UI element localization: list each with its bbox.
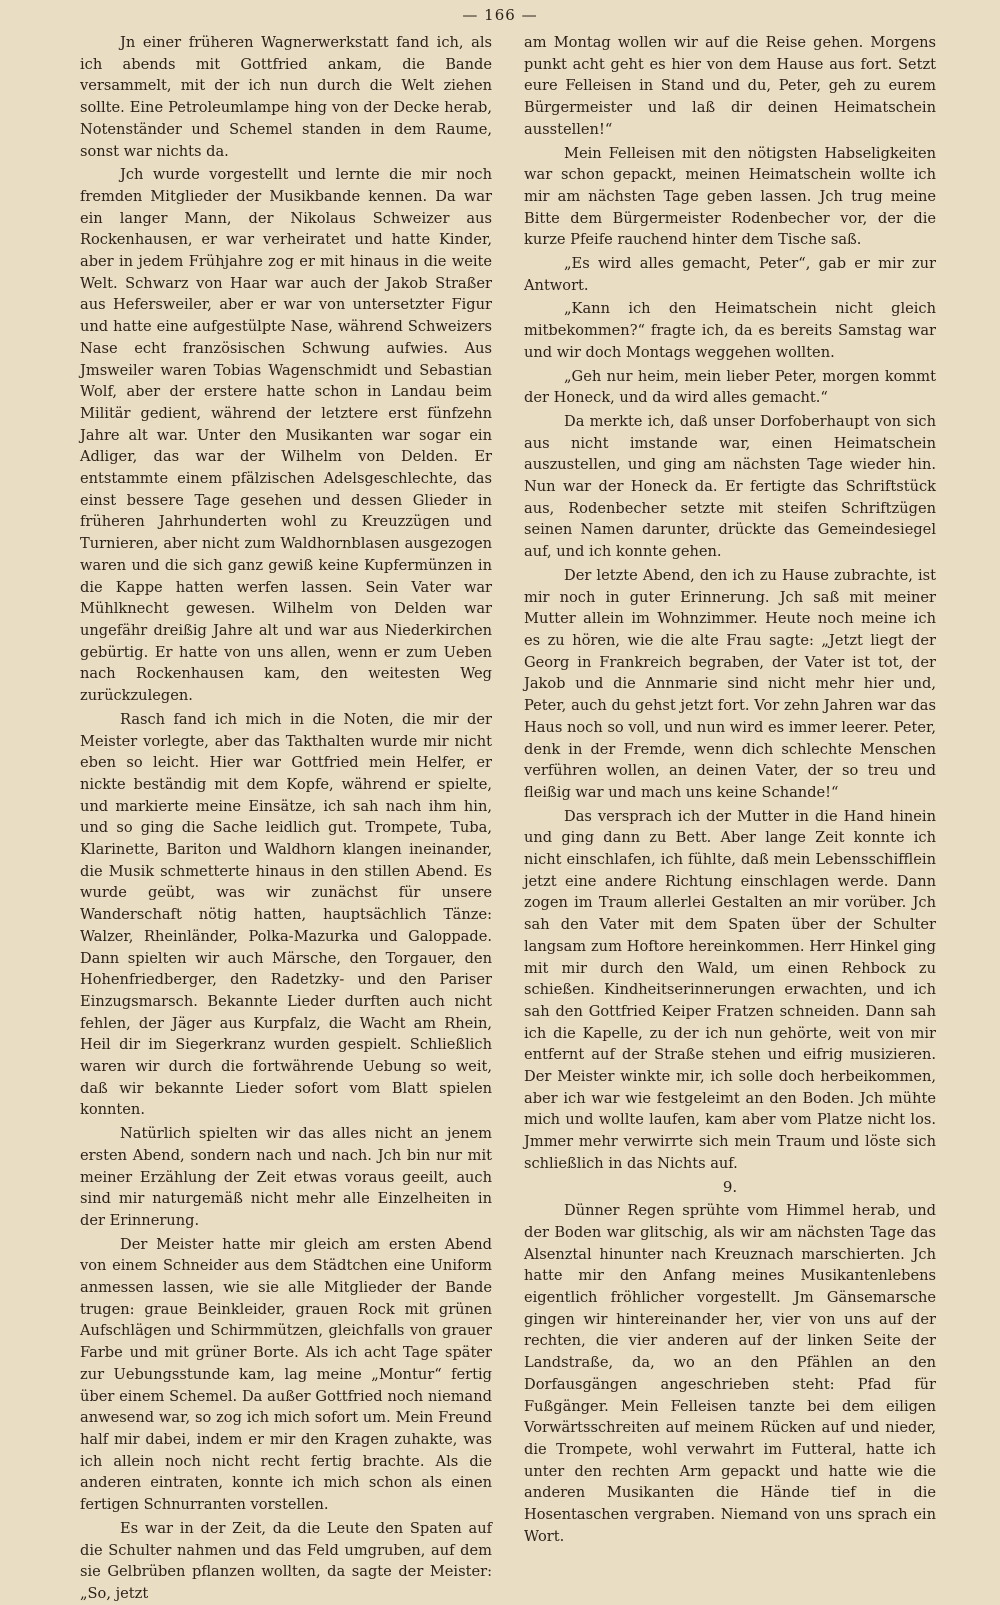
left-column (80, 32, 492, 1605)
paragraph: Jch wurde vorgestellt und lernte die mir noch fremden Mitglieder der Musikbande kennen. Da war ein langer Mann, der Nikolaus Schweizer aus Rockenhausen, er war verheiratet und hatte Kinder, aber in jedem Frühjahre zog er mit hinaus in die weite Welt. Schwarz von Haar war auch der Jakob Straßer aus Hefersweiler, aber er war von untersetzter Figur und hatte eine aufgestülpte Nase, während Schweizers Nase echt französischen Schwung aufwies. Aus Jmsweiler waren Tobias Wagenschmidt und Sebastian Wolf, aber der erstere hatte schon in Landau beim Militär gedient, während der letztere erst fünfzehn Jahre alt war. Unter den Musikanten war sogar ein Adliger, das war der Wilhelm von Delden. Er entstammte einem pfälzischen Adelsgeschlechte, das einst bessere Tage gesehen und dessen Glieder in früheren Jahrhunderten wohl zu Kreuzzügen und Turnieren, aber nicht zum Waldhornblasen ausgezogen waren und die sich ganz gewiß keine Kupfermünzen in die Kappe hatten werfen lassen. Sein Vater war Mühlknecht gewesen. Wilhelm von Delden war ungefähr dreißig Jahre alt und war aus Niederkirchen gebürtig. Er hatte von uns allen, wenn er zum Ueben nach Rockenhausen kam, den weitesten Weg zurückzulegen. (80, 166, 492, 705)
section-number: 9. (722, 1177, 738, 1196)
paragraph: Das versprach ich der Mutter in die Hand hinein und ging dann zu Bett. Aber lange Zeit konnte ich nicht einschlafen, ich fühlte, daß mein Lebensschifflein jetzt eine andere Richtung einschlagen werde. Dann zogen im Traum allerlei Gestalten an mir vorüber. Jch sah den Vater mit dem Spaten über der Schulter langsam zum Hoftore hereinkommen. Herr Hinkel ging mit mir durch den Wald, um einen Rehbock zu schießen. Kindheitserinnerungen erwachten, und ich sah den Gottfried Keiper Fratzen schneiden. Dann sah ich die Kapelle, zu der ich nun gehörte, weit von mir entfernt auf der Straße stehen und eifrig musizieren. Der Meister winkte mir, ich solle doch herbeikommen, aber ich war wie festgeleimt an den Boden. Jch mühte mich und wollte laufen, kam aber vom Platze nicht los. Jmmer mehr verwirrte sich mein Traum und löste sich schließlich in das Nichts auf. (524, 807, 936, 1172)
paragraph: „Es wird alles gemacht, Peter“, gab er mir zur Antwort. (524, 255, 936, 294)
paragraph: Der Meister hatte mir gleich am ersten Abend von einem Schneider aus dem Städtchen eine Uniform anmessen lassen, wie sie alle Mitglieder der Bande trugen: graue Beinkleider, grauen Rock mit grünen Aufschlägen und Schirmmützen, gleichfalls von grauer Farbe und mit grüner Borte. Als ich acht Tage später zur Uebungsstunde kam, lag meine „Montur“ fertig über einem Schemel. Da außer Gottfried noch niemand anwesend war, so zog ich mich sofort um. Mein Freund half mir dabei, indem er mir den Kragen zuhakte, was ich allein noch nicht recht fertig brachte. Als die anderen eintraten, konnte ich mich schon als einen fertigen Schnurranten vorstellen. (80, 1235, 492, 1514)
paragraph: Mein Felleisen mit den nötigsten Habseligkeiten war schon gepackt, meinen Heimatschein wollte ich mir am nächsten Tage geben lassen. Jch trug meine Bitte dem Bürgermeister Rodenbecher vor, der die kurze Pfeife rauchend hinter dem Tische saß. (524, 144, 936, 249)
paragraph: „Geh nur heim, mein lieber Peter, morgen kommt der Honeck, und da wird alles gemacht.“ (524, 367, 936, 407)
paragraph: „Kann ich den Heimatschein nicht gleich mitbekommen?“ fragte ich, da es bereits Samstag war und wir doch Montags weggehen wollten. (524, 300, 936, 361)
paragraph-continued: am Montag wollen wir auf die Reise gehen. Morgens punkt acht geht es hier von dem Hause aus fort. Setzt eure Felleisen in Stand und du, Peter, geh zu eurem Bürgermeister und laß dir deinen Heimatschein ausstellen!“ (524, 34, 936, 138)
paragraph: Natürlich spielten wir das alles nicht an jenem ersten Abend, sondern nach und nach. Jch bin nur mit meiner Erzählung der Zeit etwas voraus geeilt, auch sind mir naturgemäß nicht mehr alle Einzelheiten in der Erinnerung. (80, 1125, 492, 1229)
paragraph: Es war in der Zeit, da die Leute den Spaten auf die Schulter nahmen und das Feld umgruben, auf dem sie Gelbrüben pflanzen wollten, da sagte der Meister: „So, jetzt (80, 1519, 492, 1602)
paragraph: Jn einer früheren Wagnerwerkstatt fand ich, als ich abends mit Gottfried ankam, die Bande versammelt, mit der ich nun durch die Welt ziehen sollte. Eine Petroleumlampe hing von der Decke herab, Notenständer und Schemel standen in dem Raume, sonst war nichts da. (80, 34, 492, 160)
paragraph: Dünner Regen sprühte vom Himmel herab, und der Boden war glitschig, als wir am nächsten Tage das Alsenztal hinunter nach Kreuznach marschierten. Jch hatte mir den Anfang meines Musikantenlebens eigentlich fröhlicher vorgestellt. Jm Gänsemarsche gingen wir hintereinander her, vier von uns auf der rechten, die vier anderen auf der linken Seite der Landstraße, da, wo an den Pfählen an den Dorfausgängen angeschrieben steht: Pfad für Fußgänger. Mein Felleisen tanzte bei dem eiligen Vorwärtsschreiten auf meinem Rücken auf und nieder, die Trompete, wohl verwahrt im Futteral, hatte ich unter den rechten Arm gepackt und hatte wie die anderen Musikanten die Hände tief in die Hosentaschen vergraben. Niemand von uns sprach ein Wort. (524, 1202, 936, 1545)
page-number: — 166 — (462, 6, 538, 24)
paragraph: Da merkte ich, daß unser Dorfoberhaupt von sich aus nicht imstande war, einen Heimatschein auszustellen, und ging am nächsten Tage wieder hin. Nun war der Honeck da. Er fertigte das Schriftstück aus, Rodenbecher setzte mit steifen Schriftzügen seinen Namen darunter, drückte das Gemeindesiegel auf, und ich konnte gehen. (524, 412, 936, 561)
paragraph: Der letzte Abend, den ich zu Hause zubrachte, ist mir noch in guter Erinnerung. Jch saß mit meiner Mutter allein im Wohnzimmer. Heute noch meine ich es zu hören, wie die alte Frau sagte: „Jetzt liegt der Georg in Frankreich begraben, der Vater ist tot, der Jakob und die Annmarie sind nicht mehr hier und, Peter, auch du gehst jetzt fort. Vor zehn Jahren war das Haus noch so voll, und nun wird es immer leerer. Peter, denk in der Fremde, wenn dich schlechte Menschen verführen wollen, an deinen Vater, der so treu und fleißig war und mach uns keine Schande!“ (524, 566, 936, 801)
paragraph: Rasch fand ich mich in die Noten, die mir der Meister vorlegte, aber das Takthalten wurde mir nicht eben so leicht. Hier war Gottfried mein Helfer, er nickte beständig mit dem Kopfe, während er spielte, und markierte meine Einsätze, ich sah nach ihm hin, und so ging die Sache leidlich gut. Trompete, Tuba, Klarinette, Bariton und Waldhorn klangen ineinander, die Musik schmetterte hinaus in den stillen Abend. Es wurde geübt, was wir zunächst für unsere Wanderschaft nötig hatten, hauptsächlich Tänze: Walzer, Rheinländer, Polka-Mazurka und Galoppade. Dann spielten wir auch Märsche, den Torgauer, den Hohenfriedberger, den Radetzky- und den Pariser Einzugsmarsch. Bekannte Lieder durften auch nicht fehlen, der Jäger aus Kurpfalz, die Wacht am Rhein, Heil dir im Siegerkranz wurden gespielt. Schließlich waren wir durch die fortwährende Uebung so weit, daß wir bekannte Lieder sofort vom Blatt spielen konnten. (80, 710, 492, 1119)
right-column (524, 32, 936, 1548)
